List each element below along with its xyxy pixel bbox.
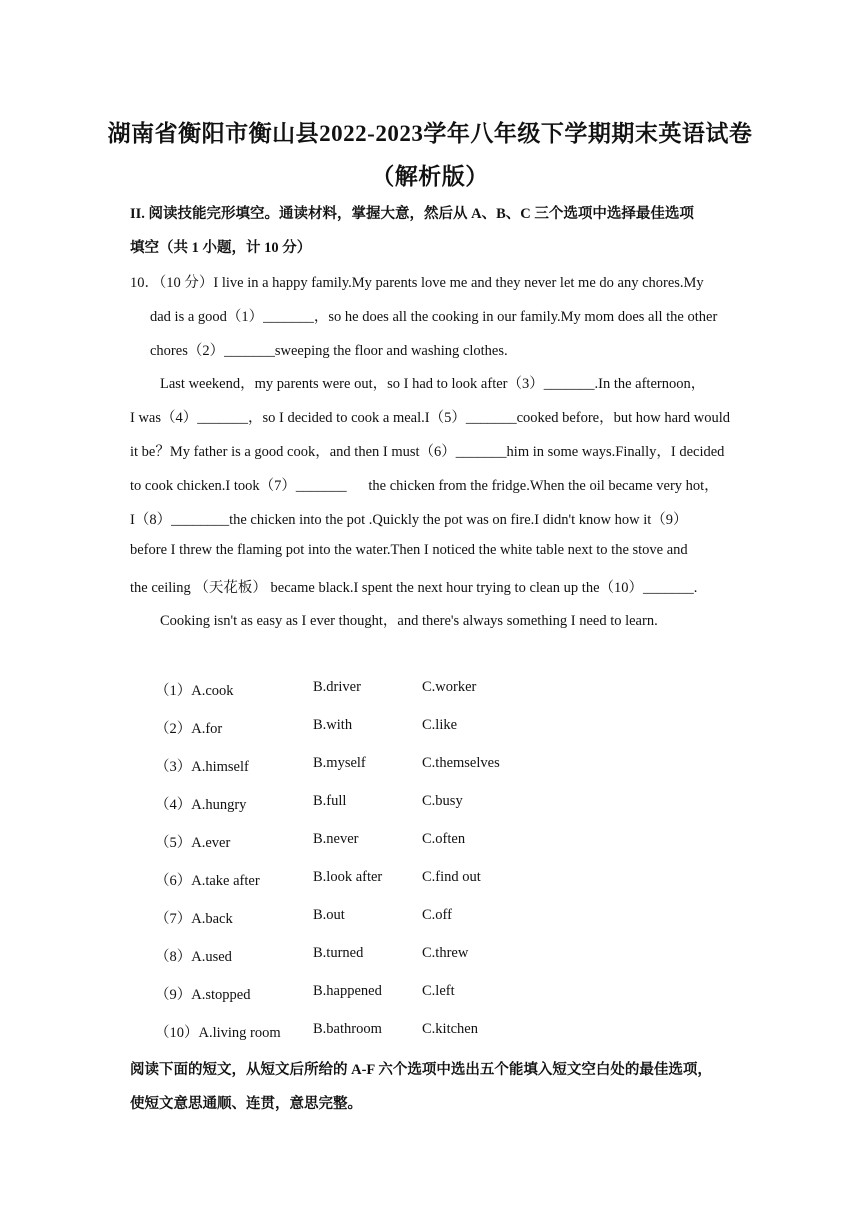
passage-line: before I threw the flaming pot into the water.Then I noticed the white table next to the stove and (130, 542, 688, 558)
option-a: （2）A.for (155, 721, 223, 737)
option-b: B.driver (313, 679, 361, 695)
document-title: 湖南省衡阳市衡山县2022-2023学年八年级下学期期末英语试卷 (107, 121, 753, 146)
passage-line: chores（2）_______sweeping the floor and washing clothes. (150, 343, 508, 359)
option-b: B.full (313, 793, 347, 809)
passage-line: the ceiling （天花板） became black.I spent the next hour trying to clean up the（10）_______. (130, 580, 698, 596)
section-heading: II. 阅读技能完形填空。通读材料，掌握大意，然后从 A、B、C 三个选项中选择最佳选项 (130, 206, 694, 222)
option-c: C.worker (422, 679, 477, 695)
option-a: （3）A.himself (155, 759, 249, 775)
option-b: B.happened (313, 983, 382, 999)
reading-instruction-cont: 使短文意思通顺、连贯，意思完整。 (130, 1096, 362, 1112)
passage-line: Last weekend，my parents were out，so I had to look after（3）_______.In the afternoon， (160, 376, 706, 392)
passage-line: Cooking isn't as easy as I ever thought，and there's always something I need to learn. (160, 613, 658, 629)
option-a: （9）A.stopped (155, 987, 251, 1003)
option-a: （1）A.cook (155, 683, 234, 699)
option-a: （8）A.used (155, 949, 232, 965)
option-a: （10）A.living room (155, 1025, 281, 1041)
section-heading-cont: 填空（共 1 小题，计 10 分） (130, 240, 312, 256)
option-c: C.kitchen (422, 1021, 478, 1037)
option-c: C.off (422, 907, 452, 923)
option-c: C.left (422, 983, 455, 999)
option-c: C.themselves (422, 755, 500, 771)
passage-line: to cook chicken.I took（7）_______ the chicken from the fridge.When the oil became very hot， (130, 478, 719, 494)
option-b: B.never (313, 831, 359, 847)
option-b: B.out (313, 907, 345, 923)
option-c: C.threw (422, 945, 469, 961)
option-c: C.like (422, 717, 458, 733)
reading-instruction: 阅读下面的短文，从短文后所给的 A-F 六个选项中选出五个能填入短文空白处的最佳选项， (130, 1062, 712, 1078)
passage-line: I was（4）_______，so I decided to cook a meal.I（5）_______cooked before，but how hard would (130, 410, 731, 426)
passage-line: 10．（10 分）I live in a happy family.My parents love me and they never let me do any chores.My (130, 275, 704, 291)
option-c: C.find out (422, 869, 481, 885)
option-a: （6）A.take after (155, 873, 260, 889)
passage-line: I（8）________the chicken into the pot .Quickly the pot was on fire.I didn't know how it（9） (130, 512, 688, 528)
option-c: C.often (422, 831, 466, 847)
option-b: B.turned (313, 945, 364, 961)
passage-line: it be？My father is a good cook，and then I must（6）_______him in some ways.Finally，I decided (130, 444, 725, 460)
option-a: （7）A.back (155, 911, 233, 927)
option-b: B.with (313, 717, 353, 733)
option-b: B.look after (313, 869, 383, 885)
option-a: （4）A.hungry (155, 797, 247, 813)
document-subtitle: （解析版） (371, 164, 489, 189)
option-a: （5）A.ever (155, 835, 231, 851)
option-c: C.busy (422, 793, 463, 809)
option-b: B.myself (313, 755, 366, 771)
passage-line: dad is a good（1）_______，so he does all the cooking in our family.My mom does all the other (150, 309, 718, 325)
option-b: B.bathroom (313, 1021, 382, 1037)
